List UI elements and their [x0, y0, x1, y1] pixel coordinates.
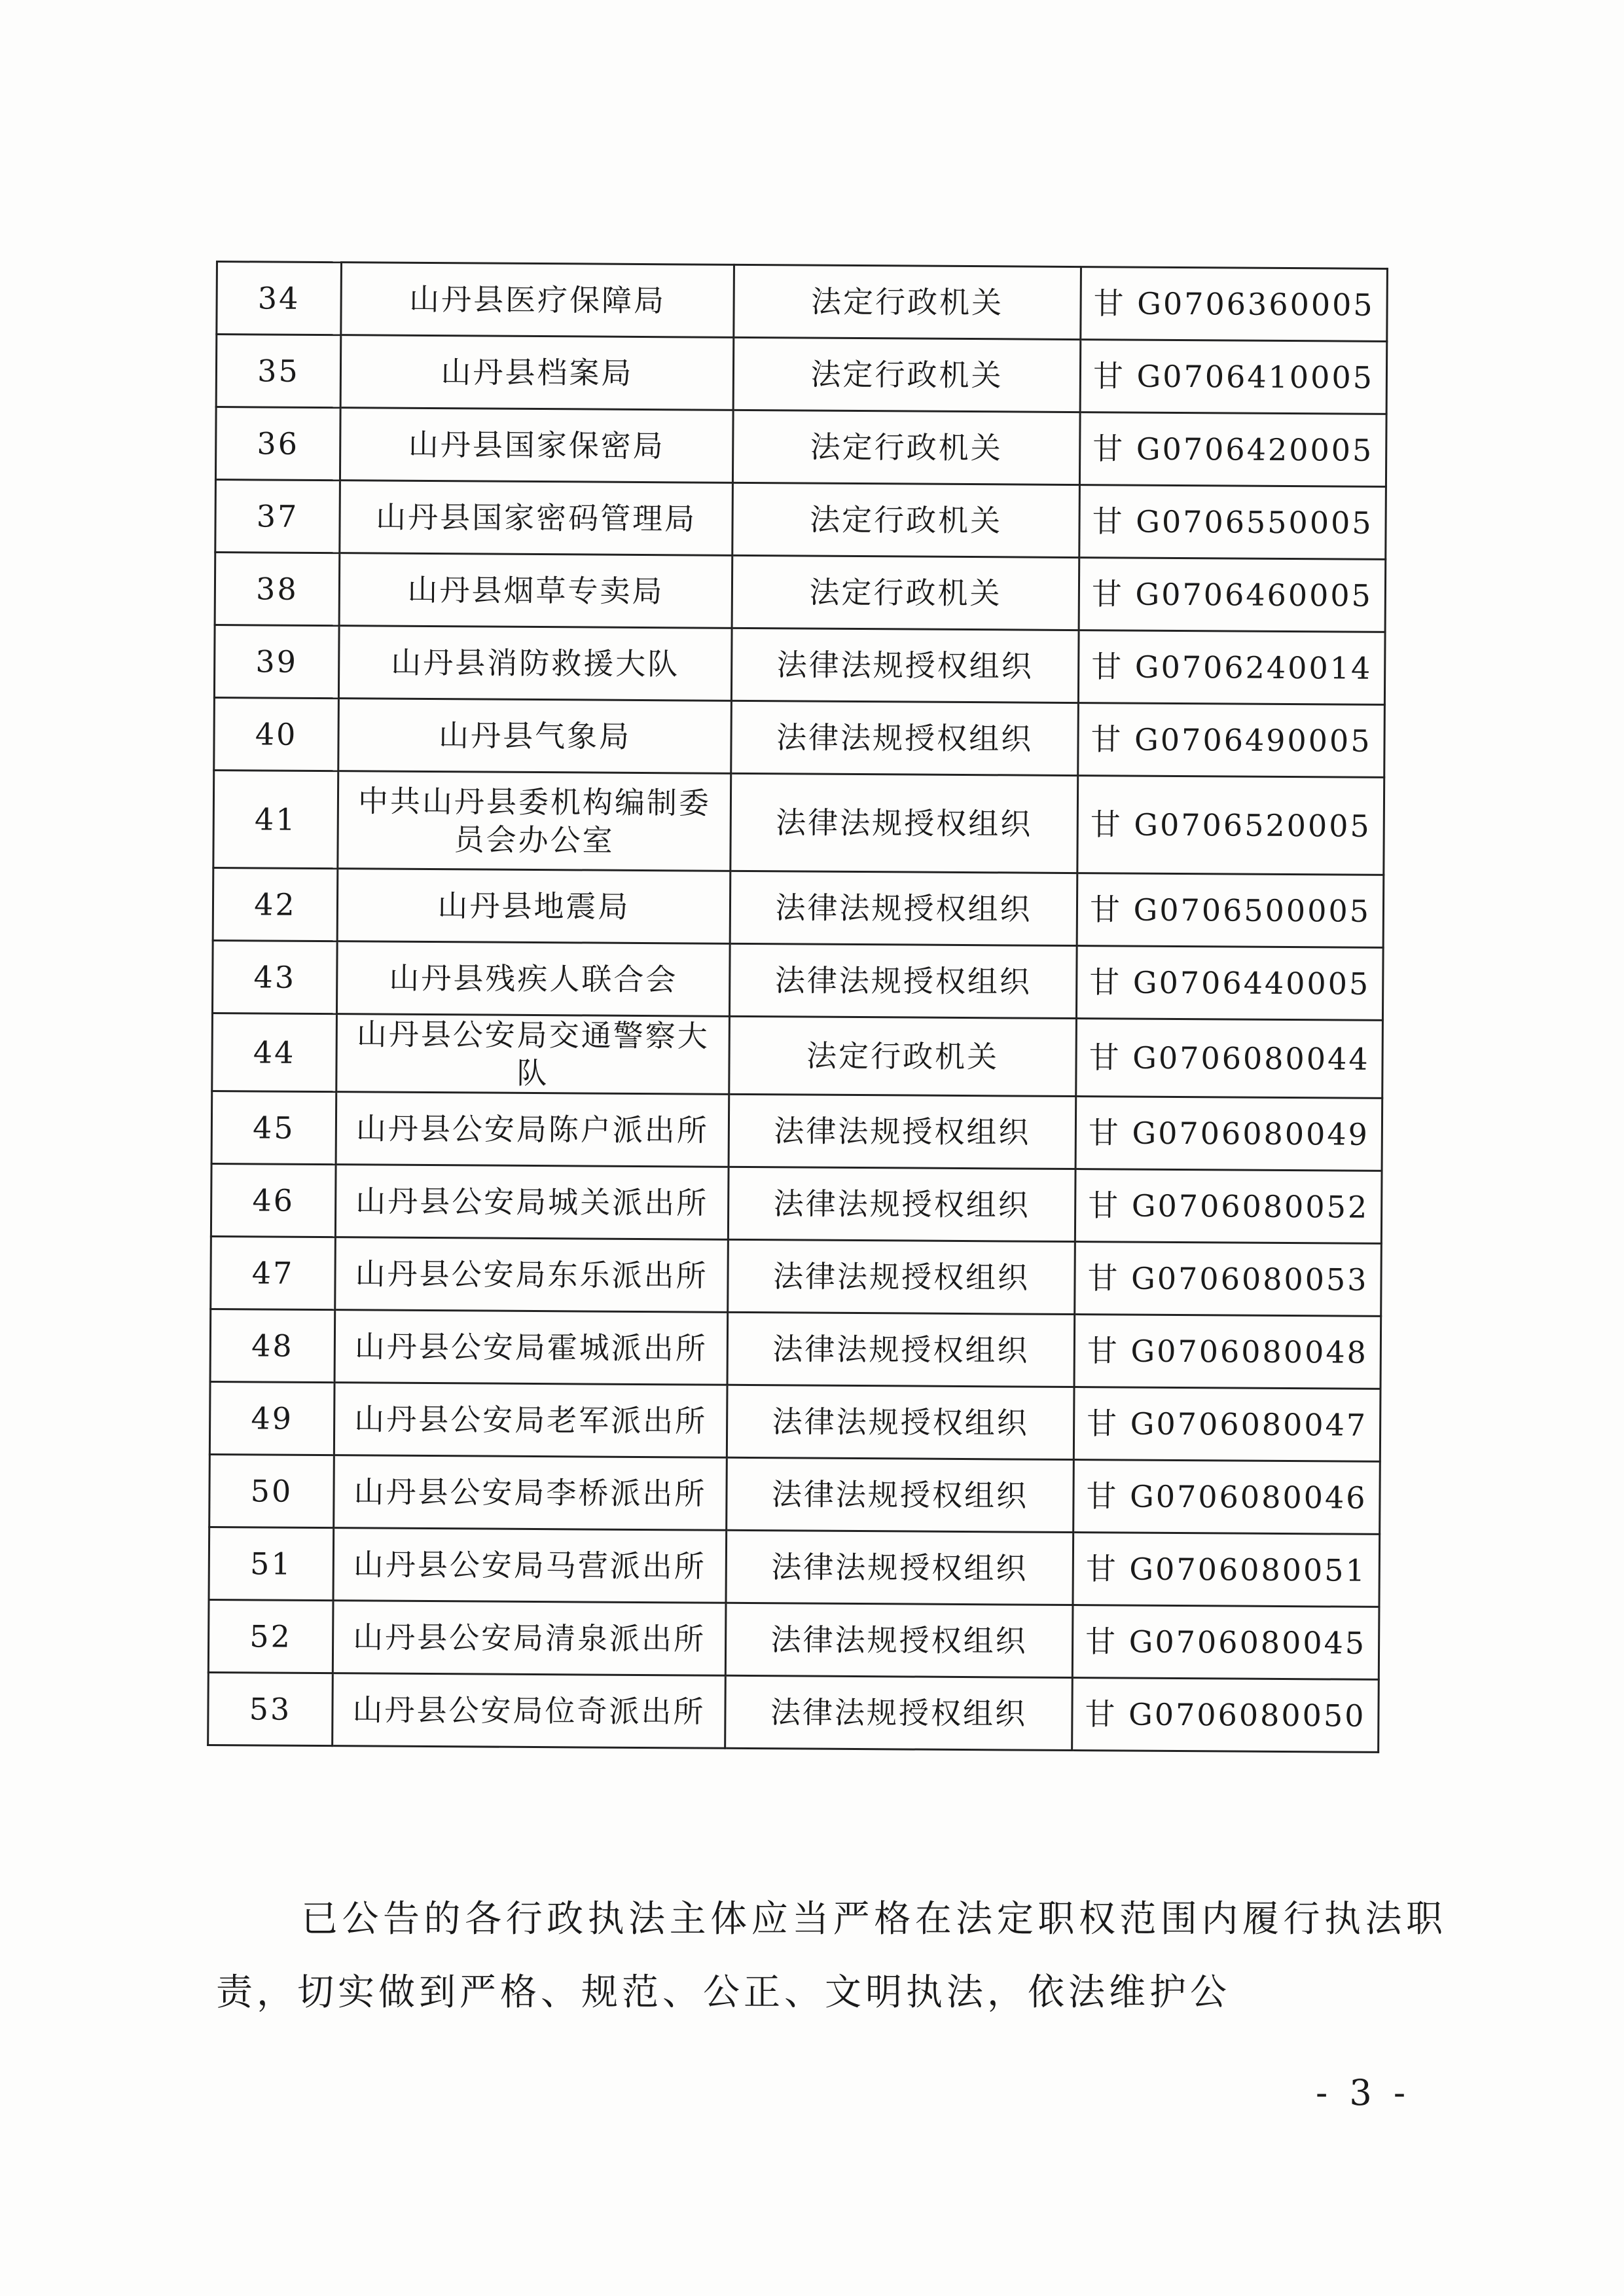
table-row [211, 1163, 1382, 1243]
entity-code: 甘 G0706080052 [1075, 1169, 1382, 1244]
entity-name: 山丹县烟草专卖局 [339, 553, 732, 629]
entity-code: 甘 G0706490005 [1078, 703, 1385, 778]
row-number: 39 [214, 625, 339, 698]
entity-type: 法律法规授权组织 [725, 1675, 1073, 1750]
entity-type: 法定行政机关 [732, 483, 1080, 557]
entity-code: 甘 G0706080047 [1074, 1387, 1380, 1462]
entity-name: 山丹县公安局清泉派出所 [333, 1601, 726, 1676]
entity-code: 甘 G0706520005 [1077, 776, 1384, 875]
table-row [212, 1013, 1383, 1098]
row-number: 35 [216, 335, 341, 408]
table-row [209, 1527, 1380, 1607]
entity-code: 甘 G0706080048 [1074, 1315, 1381, 1389]
entity-code: 甘 G0706410005 [1080, 340, 1387, 414]
entity-name: 山丹县国家密码管理局 [340, 481, 733, 556]
entity-code: 甘 G0706420005 [1079, 412, 1386, 487]
row-number: 36 [215, 407, 340, 481]
table-row [208, 1672, 1379, 1752]
table-row [209, 1454, 1380, 1534]
entity-code: 甘 G0706080044 [1076, 1019, 1383, 1099]
table-row [215, 407, 1386, 487]
entity-name: 山丹县地震局 [337, 869, 731, 944]
entity-code: 甘 G0706460005 [1079, 558, 1386, 632]
entity-type: 法律法规授权组织 [729, 943, 1077, 1018]
row-number: 38 [215, 553, 340, 626]
entity-type: 法律法规授权组织 [725, 1603, 1073, 1677]
entity-type: 法律法规授权组织 [727, 1457, 1074, 1532]
row-number: 42 [213, 867, 338, 941]
table-row [217, 262, 1388, 342]
entity-name: 山丹县公安局霍城派出所 [334, 1310, 728, 1385]
table-row [213, 770, 1384, 875]
entity-name: 山丹县公安局交通警察大队 [336, 1014, 730, 1095]
entity-type: 法律法规授权组织 [729, 1094, 1076, 1169]
page-number: - 3 - [1316, 2072, 1411, 2113]
entity-code: 甘 G0706240014 [1078, 630, 1385, 705]
row-number: 50 [209, 1454, 334, 1527]
table-row [210, 1309, 1381, 1389]
entity-code: 甘 G0706080050 [1072, 1678, 1379, 1753]
row-number: 44 [212, 1013, 337, 1091]
row-number: 40 [214, 697, 339, 771]
row-number: 47 [211, 1236, 336, 1309]
entity-type: 法律法规授权组织 [727, 1385, 1074, 1459]
table-row [211, 1091, 1382, 1171]
entity-type: 法律法规授权组织 [730, 871, 1077, 945]
entity-name: 山丹县气象局 [338, 699, 732, 774]
entity-code: 甘 G0706360005 [1081, 267, 1388, 342]
entity-code: 甘 G0706080053 [1075, 1242, 1382, 1317]
entity-type: 法律法规授权组织 [728, 1167, 1075, 1241]
row-number: 37 [215, 480, 340, 553]
row-number: 34 [217, 262, 342, 335]
table-row [213, 867, 1384, 947]
entity-name: 山丹县残疾人联合会 [336, 941, 730, 1017]
table-row [215, 480, 1386, 560]
entity-name: 山丹县档案局 [340, 335, 734, 410]
entity-type: 法定行政机关 [732, 410, 1080, 484]
entity-code: 甘 G0706080045 [1072, 1605, 1379, 1680]
entity-type: 法定行政机关 [732, 555, 1079, 630]
entity-code: 甘 G0706500005 [1077, 873, 1384, 948]
table-row [214, 697, 1385, 777]
entity-type: 法定行政机关 [733, 337, 1081, 412]
table-row [209, 1381, 1380, 1461]
entity-code: 甘 G0706080046 [1074, 1460, 1380, 1535]
row-number: 52 [208, 1599, 333, 1673]
entity-name: 山丹县公安局马营派出所 [333, 1528, 727, 1603]
row-number: 46 [211, 1163, 336, 1237]
row-number: 41 [213, 770, 338, 868]
enforcement-entity-table [207, 261, 1388, 1753]
entity-name: 山丹县公安局老军派出所 [334, 1383, 727, 1458]
entity-code: 甘 G0706080051 [1073, 1533, 1380, 1607]
entity-name: 山丹县医疗保障局 [341, 263, 734, 338]
entity-name: 山丹县公安局城关派出所 [335, 1165, 729, 1240]
entity-name: 山丹县消防救援大队 [338, 626, 732, 701]
entity-name: 山丹县国家保密局 [340, 408, 733, 483]
table-row [216, 335, 1387, 414]
entity-name: 山丹县公安局陈户派出所 [336, 1092, 729, 1167]
table-row [212, 940, 1383, 1020]
row-number: 49 [209, 1381, 334, 1455]
table-row [215, 553, 1386, 632]
entity-name: 山丹县公安局李桥派出所 [334, 1455, 727, 1531]
row-number: 45 [211, 1091, 336, 1164]
entity-type: 法律法规授权组织 [728, 1239, 1075, 1314]
entity-code: 甘 G0706550005 [1079, 485, 1386, 560]
entity-type: 法律法规授权组织 [727, 1312, 1075, 1387]
entity-name: 山丹县公安局位奇派出所 [333, 1673, 726, 1749]
entity-type: 法律法规授权组织 [731, 701, 1079, 775]
row-number: 43 [212, 940, 337, 1013]
entity-type: 法律法规授权组织 [731, 628, 1079, 702]
table-row [208, 1599, 1379, 1679]
row-number: 48 [210, 1309, 335, 1382]
entity-type: 法定行政机关 [729, 1016, 1077, 1096]
entity-name: 中共山丹县委机构编制委员会办公室 [338, 771, 731, 871]
entity-type: 法律法规授权组织 [726, 1530, 1074, 1605]
table-row [214, 625, 1385, 704]
entity-name: 山丹县公安局东乐派出所 [335, 1237, 729, 1313]
row-number: 53 [208, 1672, 333, 1745]
entity-type: 法律法规授权组织 [731, 773, 1078, 873]
entity-type: 法定行政机关 [734, 264, 1081, 339]
row-number: 51 [209, 1527, 334, 1600]
body-paragraph: 已公告的各行政执法主体应当严格在法定职权范围内履行执法职责，切实做到严格、规范、公正、文明执法，依法维护公 [216, 1898, 1447, 2014]
entity-code: 甘 G0706080049 [1075, 1097, 1382, 1171]
table-row [211, 1236, 1382, 1316]
entity-code: 甘 G0706440005 [1076, 946, 1383, 1021]
